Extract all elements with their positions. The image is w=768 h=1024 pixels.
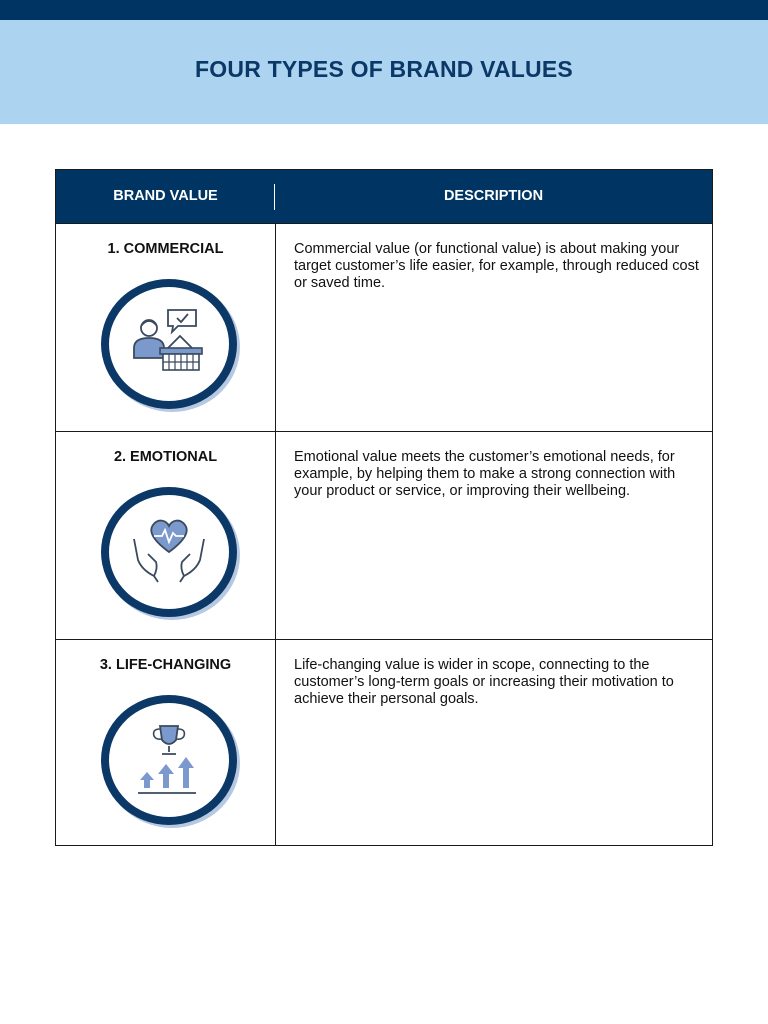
top-bar [0,0,768,20]
column-header-description: DESCRIPTION [443,188,544,204]
shopper-basket-icon [96,276,242,416]
table-row [56,431,712,639]
table-row [56,639,712,845]
brand-values-table [55,169,713,846]
trophy-growth-icon [96,692,242,832]
column-header-brand-value: BRAND VALUE [113,188,218,204]
row-title: 1. COMMERCIAL [107,241,224,257]
table-header [56,170,712,223]
row-title: 3. LIFE-CHANGING [99,657,232,673]
row-description: Commercial value (or functional value) is about making your target customer’s life easier, for example, through reduced cost or saved time. [294,241,699,291]
page-title: FOUR TYPES OF BRAND VALUES [195,56,573,82]
row-description: Emotional value meets the customer’s emotional needs, for example, by helping them to make a strong connection with your product or service, or improving their wellbeing. [294,449,676,499]
heart-hands-icon [96,484,242,624]
row-title: 2. EMOTIONAL [113,449,218,465]
row-description: Life-changing value is wider in scope, connecting to the customer’s long-term goals or increasing their motivation to achieve their personal goals. [294,657,674,707]
column-divider [275,223,276,845]
table-row [56,223,712,431]
